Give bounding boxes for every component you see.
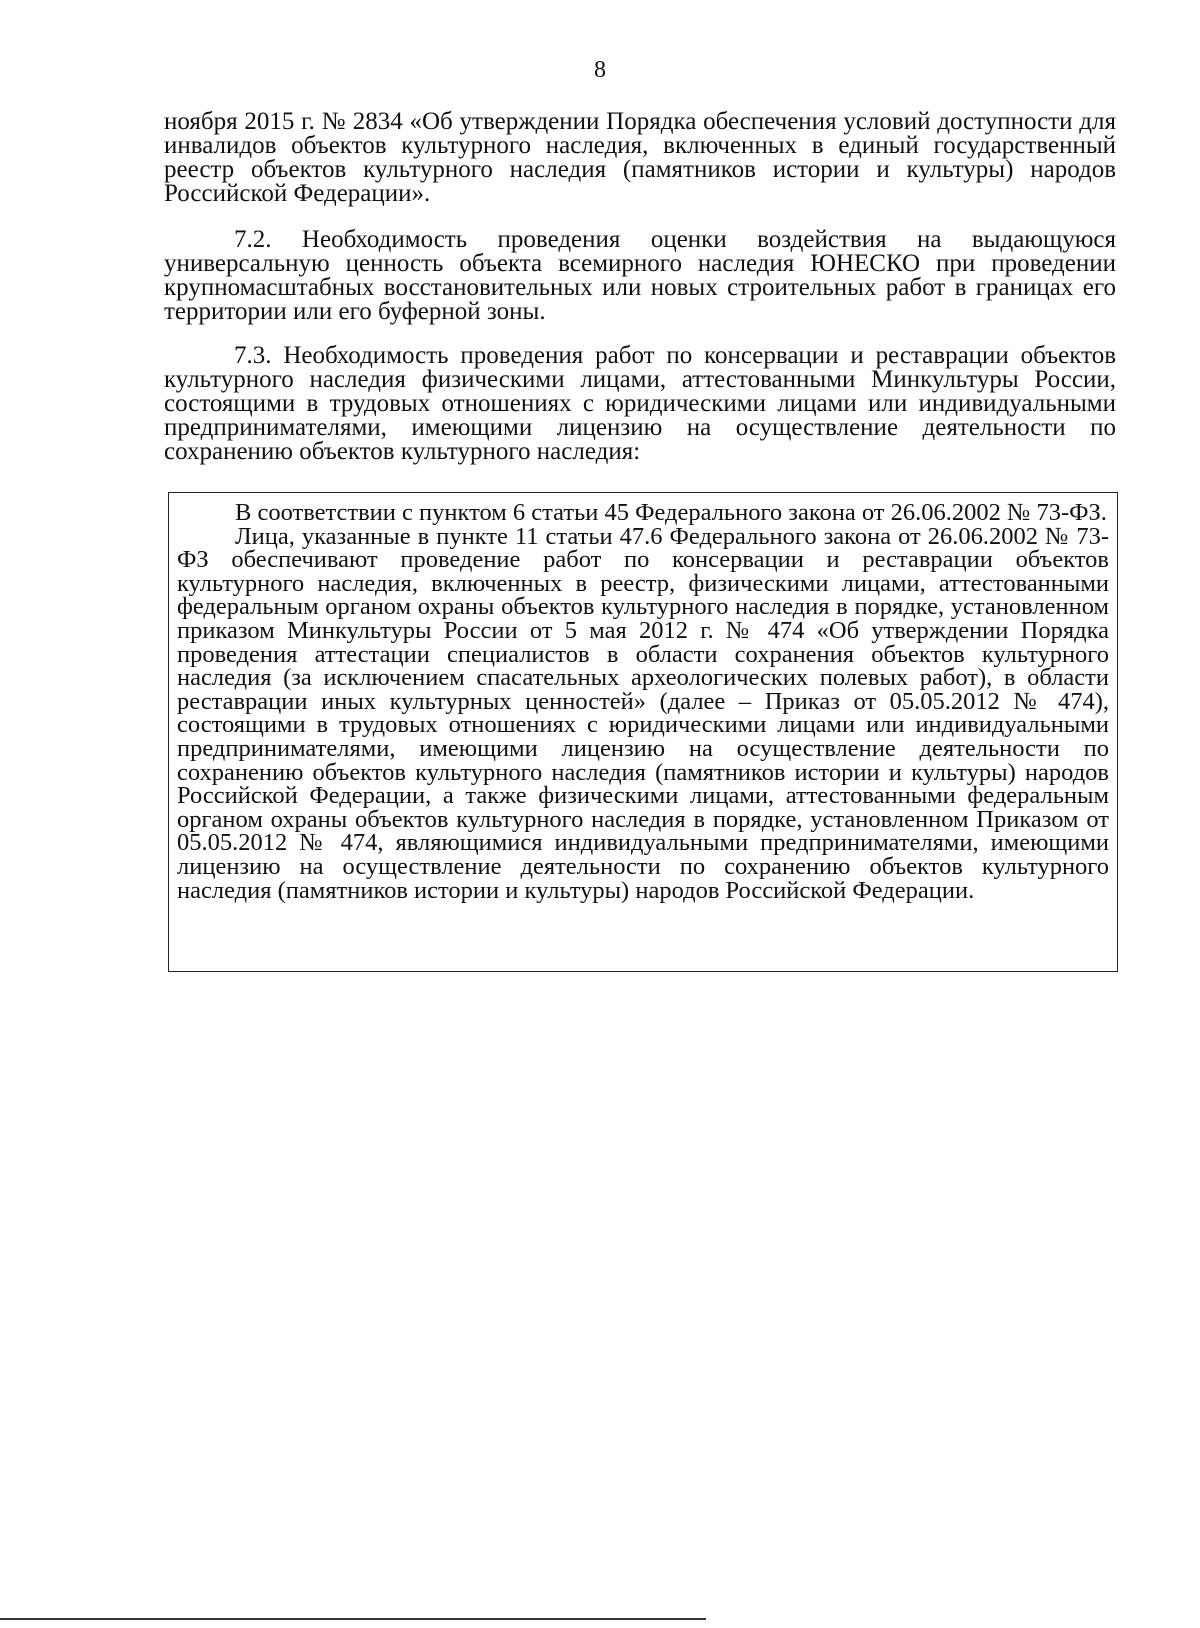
legal-note-box [168, 492, 1118, 972]
paragraph-continuation: ноября 2015 г. № 2834 «Об утверждении Порядка обеспечения условий доступности для инвалидов объектов культурного наследия, включенных в единый государственный реестр объектов культурного наследия (памятников истории и культуры) народов Российской Федерации». [164, 108, 1116, 207]
page-number: 8 [594, 57, 606, 83]
paragraph-item-7-3: 7.3. Необходимость проведения работ по консервации и реставрации объектов культурного наследия физическими лицами, аттестованными Минкультуры России, состоящими в трудовых отношениях с юридическими лицами или индивидуальными предпринимателями, имеющими лицензию на осуществление деятельности по сохранению объектов культурного наследия: [164, 342, 1116, 465]
paragraph-item-7-2: 7.2. Необходимость проведения оценки воздействия на выдающуюся универсальную ценность объекта всемирного наследия ЮНЕСКО при проведении крупномасштабных восстановительных или новых строительных работ в границах его территории или его буферной зоны. [164, 226, 1116, 325]
bottom-rule [0, 1618, 706, 1620]
note-basis: В соответствии с пунктом 6 статьи 45 Федерального закона от 26.06.2002 № 73-ФЗ. [235, 499, 1107, 526]
note-body: Лица, указанные в пункте 11 статьи 47.6 Федерального закона от 26.06.2002 № 73-ФЗ обеспечивают проведение работ по консервации и реставрации объектов культурного наследия, включенных в реестр, физическими лицами, аттестованными федеральным органом охраны объектов культурного наследия в порядке, установленном приказом Минкультуры России от 5 мая 2012 г. № 474 «Об утверждении Порядка проведения аттестации специалистов в области сохранения объектов культурного наследия (за исключением спасательных археологических полевых работ), в области реставрации иных культурных ценностей» (далее – Приказ от 05.05.2012 № 474), состоящими в трудовых отношениях с юридическими лицами или индивидуальными предпринимателями, имеющими лицензию на осуществление деятельности по сохранению объектов культурного наследия (памятников истории и культуры) народов Российской Федерации, а также физическими лицами, аттестованными федеральным органом охраны объектов культурного наследия в порядке, установленном Приказом от 05.05.2012 № 474, являющимися индивидуальными предпринимателями, имеющими лицензию на осуществление деятельности по сохранению объектов культурного наследия (памятников истории и культуры) народов Российской Федерации. [177, 522, 1109, 904]
